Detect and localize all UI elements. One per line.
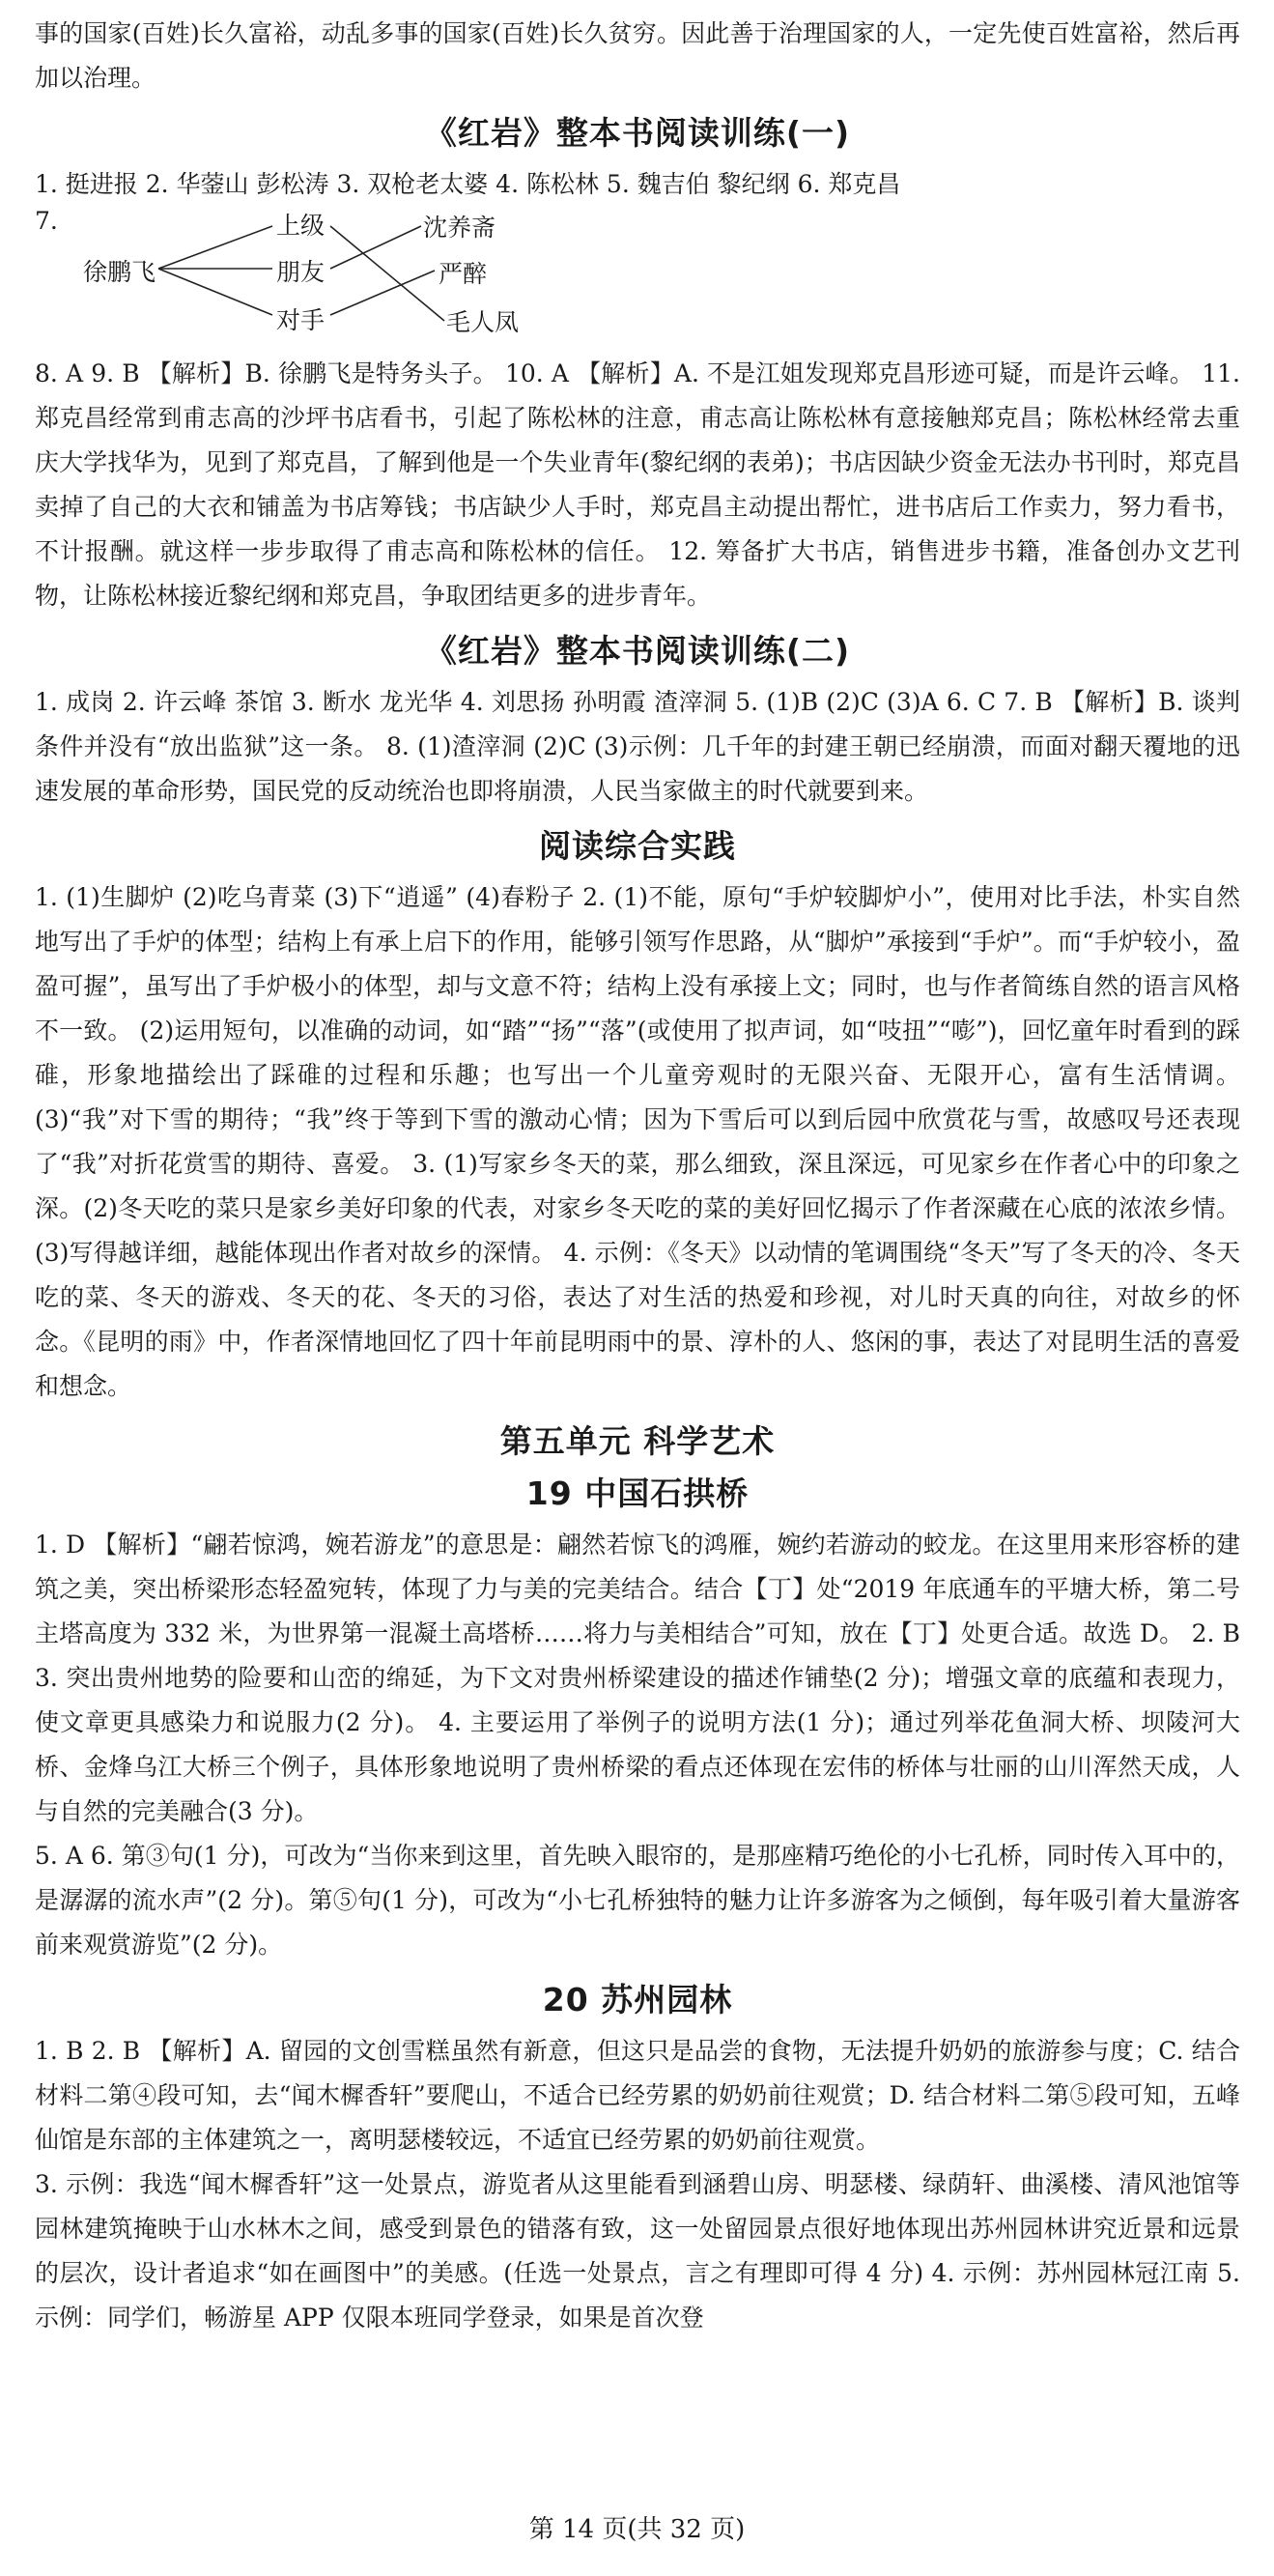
q7-middle-item: 对手 [276,306,326,334]
suzhou-gardens-answers-1: 1. B 2. B 【解析】A. 留园的文创雪糕虽然有新意，但这只是品尝的食物，无法提升奶奶的旅游参与度；C. 结合材料二第④段可知，去“闻木樨香轩”要爬山，不适合已经劳累的奶奶前往观赏；D. 结合材料二第⑤段可知，五峰仙馆是东部的主体建筑之一，离明瑟楼较远，不适宜已经劳累的奶奶前往观赏。 [35,2037,1240,2154]
link-line [330,226,421,269]
section-title-hongyan-1: 《红岩》整本书阅读训练(一) [424,114,851,152]
q7-right-item: 毛人凤 [446,308,520,336]
matching-lines [35,207,576,352]
section-title-reading-practice: 阅读综合实践 [539,827,736,865]
link-line [158,269,272,315]
link-line [330,271,435,315]
q7-middle-item: 上级 [276,212,326,240]
section-title-stone-bridge: 19 中国石拱桥 [525,1474,750,1512]
hongyan-1-answers: 8. A 9. B 【解析】B. 徐鹏飞是特务头子。 10. A 【解析】A. 不是江姐发现郑克昌形迹可疑，而是许云峰。 11. 郑克昌经常到甫志高的沙坪书店看书，引起了陈松林的注意，甫志高让陈松林有意接触郑克昌；陈松林经常去重庆大学找华为，见到了郑克昌，了解到他是一个失业青年(黎纪纲的表弟)；书店因缺少资金无法办书刊时，郑克昌卖掉了自己的大衣和铺盖为书店筹钱；书店缺少人手时，郑克昌主动提出帮忙，进书店后工作卖力，努力看书，不计报酬。就这样一步步取得了甫志高和陈松林的信任。 12. 筹备扩大书店，销售进步书籍，准备创办文艺刊物，让陈松林接近黎纪纲和郑克昌，争取团结更多的进步青年。 [35,359,1240,610]
page-footer: 第 14 页(共 32 页) [528,2515,746,2544]
section-title-hongyan-2: 《红岩》整本书阅读训练(二) [424,632,851,670]
q7-left-item: 徐鹏飞 [83,258,156,286]
stone-bridge-answers-2: 5. A 6. 第③句(1 分)，可改为“当你来到这里，首先映入眼帘的，是那座精巧绝伦的小七孔桥，同时传入耳中的，是潺潺的流水声”(2 分)。第⑤句(1 分)，可改为“小七孔桥独特的魅力让许多游客为之倾倒，每年吸引着大量游客前来观赏游览”(2 分)。 [35,1842,1240,1959]
suzhou-gardens-answers-2: 3. 示例：我选“闻木樨香轩”这一处景点，游览者从这里能看到涵碧山房、明瑟楼、绿荫轩、曲溪楼、清风池馆等园林建筑掩映于山水林木之间，感受到景色的错落有致，这一处留园景点很好地体现出苏州园林讲究近景和远景的层次，设计者追求“如在画图中”的美感。(任选一处景点，言之有理即可得 4 分) 4. 示例：苏州园林冠江南 5. 示例：同学们，畅游星 APP 仅限本班同学登录，如果是首次登 [35,2170,1240,2332]
q7-right-item: 严醉 [439,260,488,288]
section-title-suzhou-gardens: 20 苏州园林 [542,1981,733,2018]
unit-title: 第五单元 科学艺术 [499,1422,776,1460]
page-content [35,12,1240,2340]
hongyan-2-answers: 1. 成岗 2. 许云峰 茶馆 3. 断水 龙光华 4. 刘思扬 孙明霞 渣滓洞 5. (1)B (2)C (3)A 6. C 7. B 【解析】B. 谈判条件并没有“放出监狱”这一条。 8. (1)渣滓洞 (2)C (3)示例：几千年的封建王朝已经崩溃，而面对翻天覆地的迅速发展的革命形势，国民党的反动统治也即将崩溃，人民当家做主的时代就要到来。 [35,688,1240,805]
stone-bridge-answers-1: 1. D 【解析】“翩若惊鸿，婉若游龙”的意思是：翩然若惊飞的鸿雁，婉约若游动的蛟龙。在这里用来形容桥的建筑之美，突出桥梁形态轻盈宛转，体现了力与美的完美结合。结合【丁】处“2019 年底通车的平塘大桥，第二号主塔高度为 332 米，为世界第一混凝土高塔桥……将力与美相结合”可知，放在【丁】处更合适。故选 D。 2. B 3. 突出贵州地势的险要和山峦的绵延，为下文对贵州桥梁建设的描述作铺垫(2 分)；增强文章的底蕴和表现力，使文章更具感染力和说服力(2 分)。 4. 主要运用了举例子的说明方法(1 分)；通过列举花鱼洞大桥、坝陵河大桥、金烽乌江大桥三个例子，具体形象地说明了贵州桥梁的看点还体现在宏伟的桥体与壮丽的山川浑然天成，人与自然的完美融合(3 分)。 [35,1531,1240,1825]
q7-right-item: 沈养斋 [423,214,496,242]
q7-middle-item: 朋友 [276,258,326,286]
hongyan-1-q1-6: 1. 挺进报 2. 华蓥山 彭松涛 3. 双枪老太婆 4. 陈松林 5. 魏吉伯 黎纪纲 6. 郑克昌 [35,170,901,198]
q7-label: 7. [35,207,58,235]
intro-paragraph: 事的国家(百姓)长久富裕，动乱多事的国家(百姓)长久贫穷。因此善于治理国家的人，一定先使百姓富裕，然后再加以治理。 [35,19,1240,92]
link-line [158,226,272,269]
reading-practice-answers: 1. (1)生脚炉 (2)吃乌青菜 (3)下“逍遥” (4)春粉子 2. (1)不能，原句“手炉较脚炉小”，使用对比手法，朴实自然地写出了手炉的体型；结构上有承上启下的作用，能够引领写作思路，从“脚炉”承接到“手炉”。而“手炉较小，盈盈可握”，虽写出了手炉极小的体型，却与文意不符；结构上没有承接上文；同时，也与作者简练自然的语言风格不一致。 (2)运用短句，以准确的动词，如“踏”“扬”“落”(或使用了拟声词，如“吱扭”“嘭”)，回忆童年时看到的踩碓，形象地描绘出了踩碓的过程和乐趣；也写出一个儿童旁观时的无限兴奋、无限开心，富有生活情调。 (3)“我”对下雪的期待；“我”终于等到下雪的激动心情；因为下雪后可以到后园中欣赏花与雪，故感叹号还表现了“我”对折花赏雪的期待、喜爱。 3. (1)写家乡冬天的菜，那么细致，深且深远，可见家乡在作者心中的印象之深。(2)冬天吃的菜只是家乡美好印象的代表，对家乡冬天吃的菜的美好回忆揭示了作者深藏在心底的浓浓乡情。(3)写得越详细，越能体现出作者对故乡的深情。 4. 示例：《冬天》以动情的笔调围绕“冬天”写了冬天的冷、冬天吃的菜、冬天的游戏、冬天的花、冬天的习俗，表达了对生活的热爱和珍视，对儿时天真的向往，对故乡的怀念。《昆明的雨》中，作者深情地回忆了四十年前昆明雨中的景、淳朴的人、悠闲的事，表达了对昆明生活的喜爱和想念。 [35,883,1240,1400]
matching-diagram [35,207,1240,352]
